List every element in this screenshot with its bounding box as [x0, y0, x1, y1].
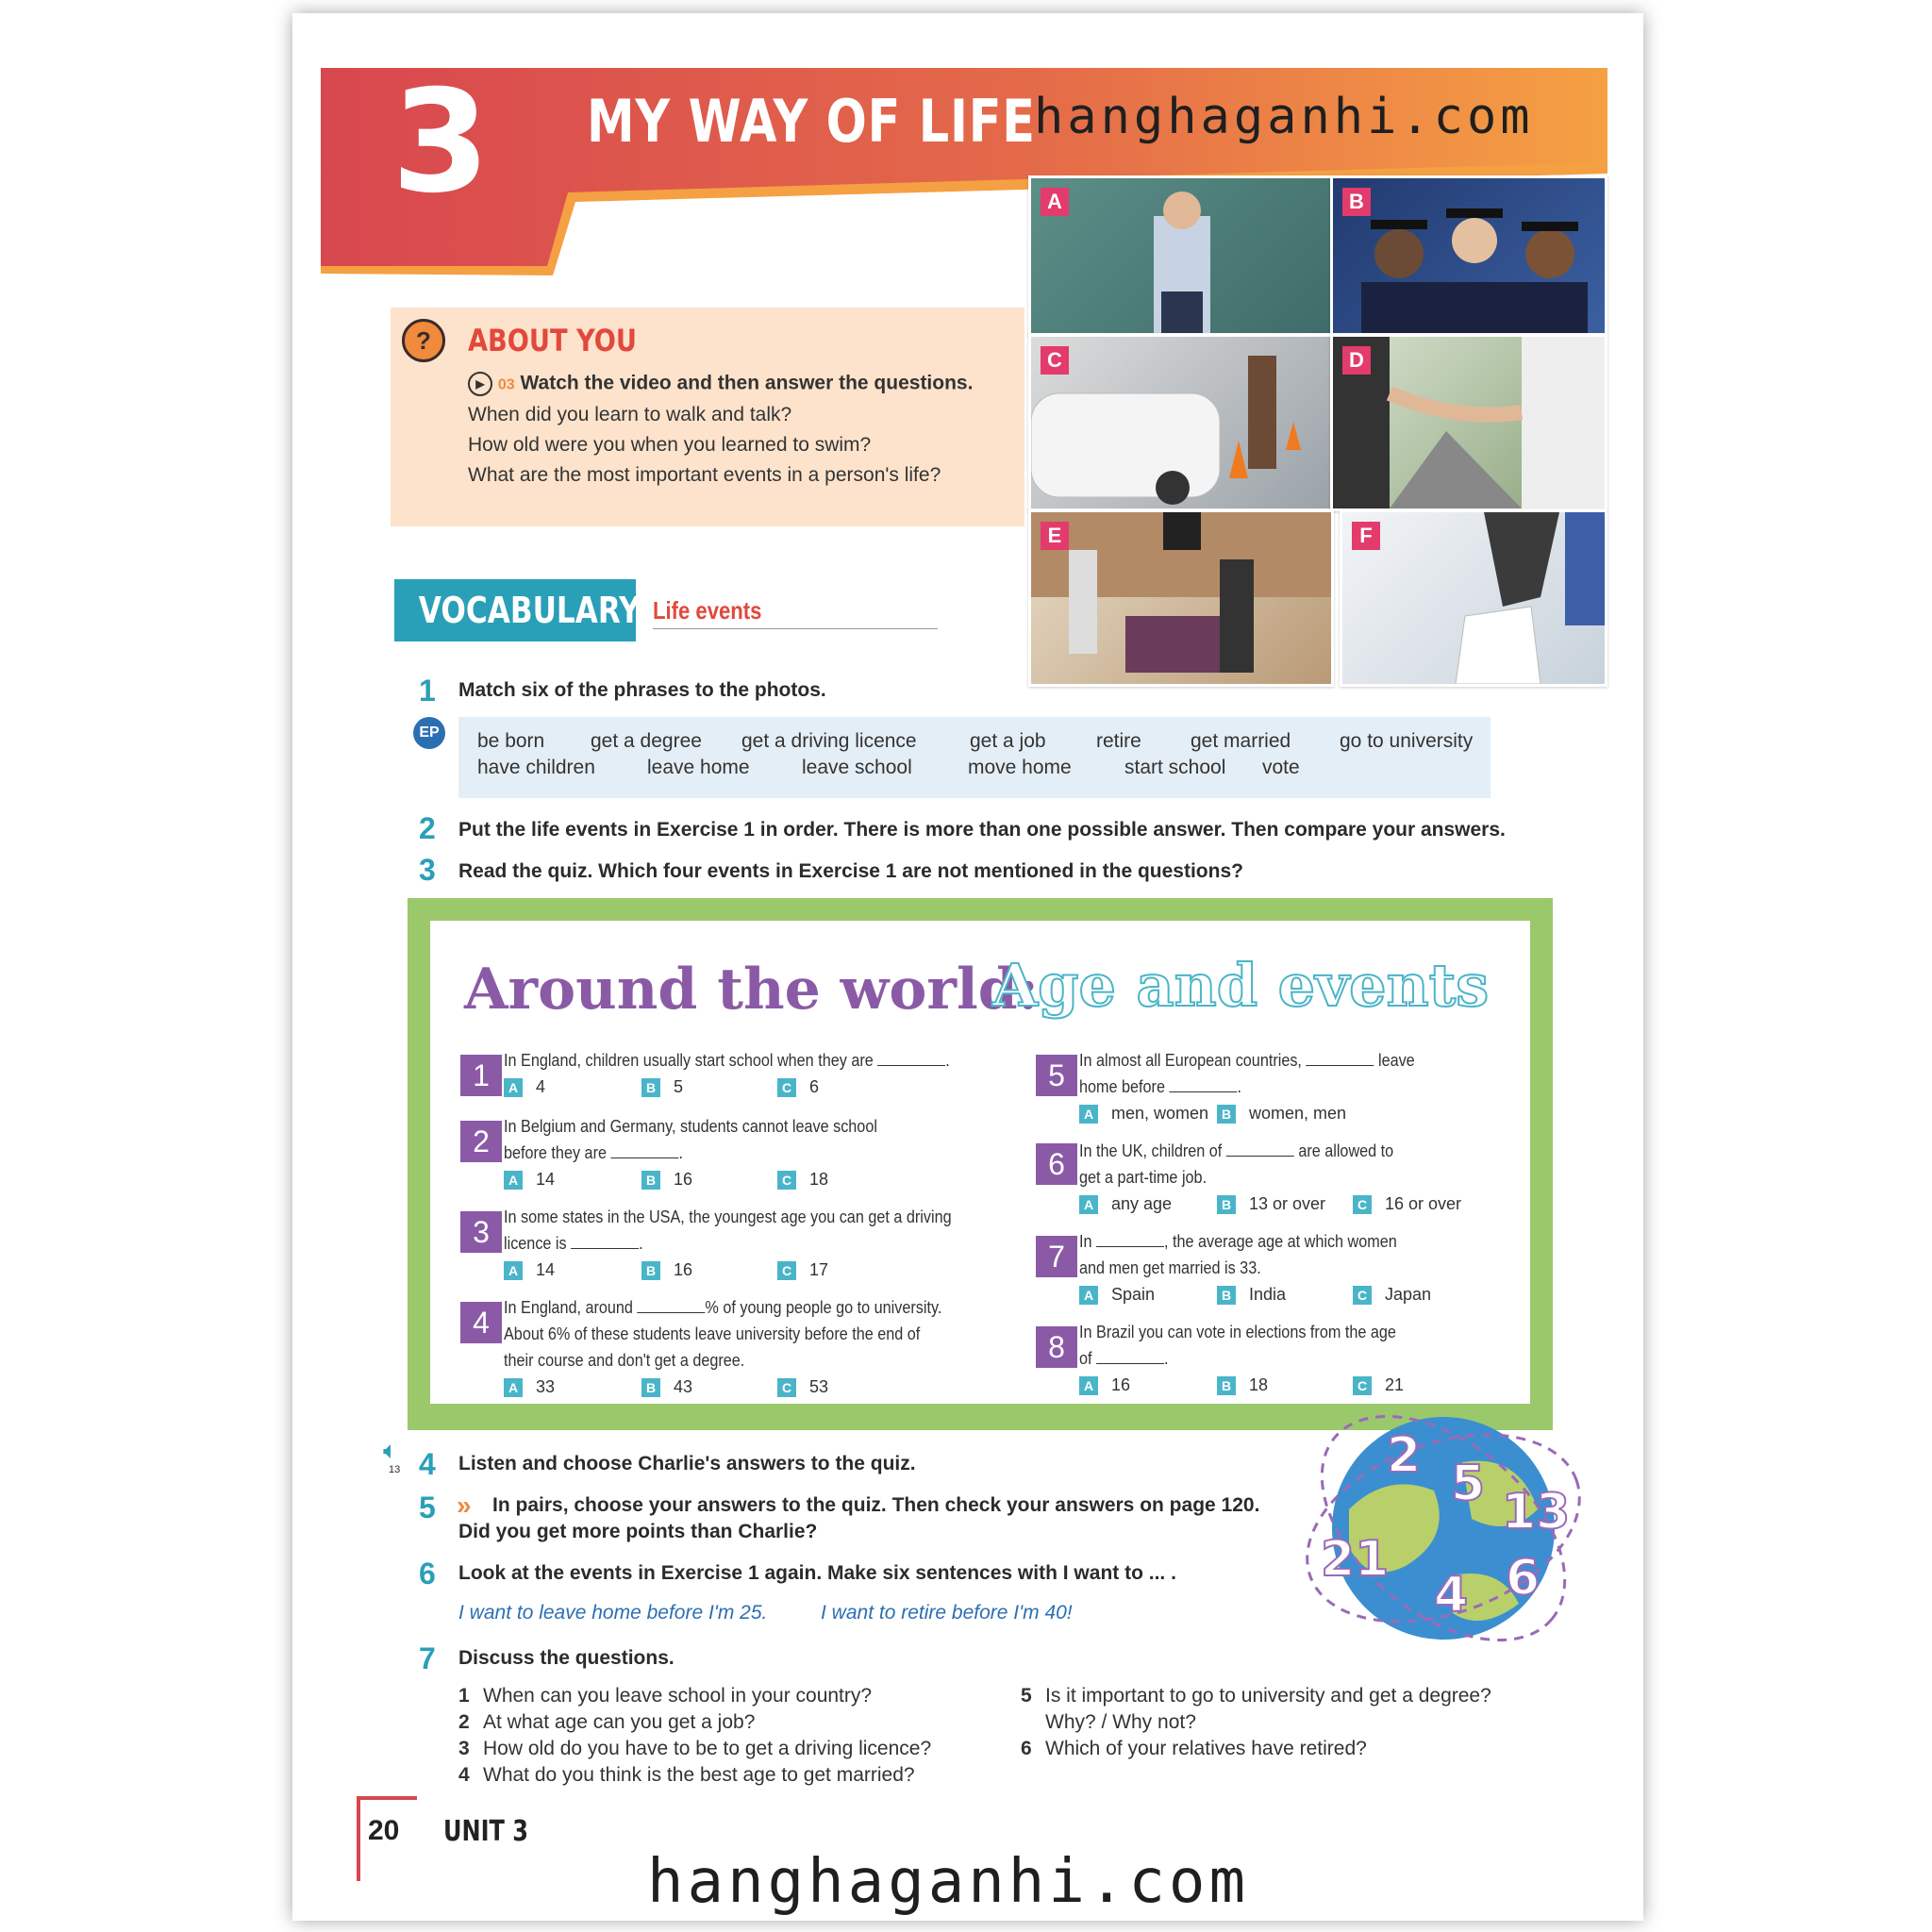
- phrase: get a driving licence: [741, 730, 917, 752]
- quiz-option[interactable]: C 17: [777, 1260, 828, 1280]
- quiz-option[interactable]: C 21: [1353, 1375, 1404, 1395]
- exercise-6-text: Look at the events in Exercise 1 again. Make six sentences with I want to ... .: [458, 1562, 1176, 1584]
- about-question-2: How old were you when you learned to swim?: [468, 434, 872, 456]
- photo-label-c: C: [1041, 346, 1069, 375]
- phrase: leave home: [647, 757, 750, 778]
- globe-number: 2: [1387, 1427, 1422, 1484]
- quiz-question-number: 6: [1036, 1143, 1077, 1185]
- quiz-question-text: In , the average age at which women and men get married is 33.: [1079, 1232, 1397, 1277]
- exercise-2-text: Put the life events in Exercise 1 in order. There is more than one possible answer. Then compare your answers.: [458, 819, 1506, 841]
- quiz-option[interactable]: B 18: [1217, 1375, 1268, 1395]
- phrase: leave school: [802, 757, 912, 778]
- globe-number: 21: [1321, 1531, 1390, 1588]
- quiz-title: Around the world:: [464, 957, 1039, 1023]
- quiz-option[interactable]: B 16: [641, 1260, 692, 1280]
- exercise-7-text: Discuss the questions.: [458, 1647, 675, 1669]
- quiz-option[interactable]: A 33: [504, 1377, 555, 1397]
- exercise-5-text: In pairs, choose your answers to the quiz. Then check your answers on page 120.: [492, 1494, 1260, 1516]
- quiz-panel: [430, 921, 1530, 1404]
- discussion-question: 2 At what age can you get a job?: [458, 1711, 756, 1733]
- photo-label-d: D: [1342, 346, 1371, 375]
- quiz-question-text: In some states in the USA, the youngest age you can get a driving licence is .: [504, 1208, 952, 1253]
- pairwork-icon: »: [457, 1491, 472, 1520]
- photo-label-f: F: [1352, 522, 1380, 550]
- watermark-bottom: hanghaganhi.com: [647, 1847, 1249, 1917]
- quiz-option[interactable]: C 18: [777, 1170, 828, 1190]
- photo-label-e: E: [1041, 522, 1069, 550]
- quiz-question-number: 3: [460, 1211, 502, 1253]
- exercise-1-number: 1: [419, 674, 436, 708]
- unit-number: 3: [391, 60, 491, 225]
- globe-number: 13: [1502, 1484, 1571, 1541]
- globe-number: 6: [1506, 1550, 1541, 1607]
- discussion-question: 1 When can you leave school in your country?: [458, 1685, 873, 1707]
- discussion-question-cont: Why? / Why not?: [1045, 1711, 1196, 1733]
- about-you-title: ABOUT YOU: [468, 323, 637, 358]
- quiz-option[interactable]: C 53: [777, 1377, 828, 1397]
- photo-a: [1028, 175, 1334, 336]
- phrase: vote: [1262, 757, 1300, 778]
- quiz-question-text: In the UK, children of are allowed to get a part-time job.: [1079, 1141, 1394, 1187]
- quiz-option[interactable]: B 13 or over: [1217, 1194, 1325, 1214]
- audio-track: 13: [389, 1464, 401, 1475]
- phrase: move home: [968, 757, 1072, 778]
- subtitle-underline: [653, 628, 938, 629]
- quiz-option[interactable]: A any age: [1079, 1194, 1172, 1214]
- quiz-option[interactable]: A 16: [1079, 1375, 1130, 1395]
- phrase: get married: [1191, 730, 1291, 752]
- quiz-question-text: In Brazil you can vote in elections from the age of .: [1079, 1323, 1396, 1368]
- exercise-3-number: 3: [419, 853, 436, 887]
- video-play-icon[interactable]: ▶: [468, 372, 492, 396]
- quiz-option[interactable]: B 43: [641, 1377, 692, 1397]
- discussion-question: 3 How old do you have to be to get a driving licence?: [458, 1738, 932, 1759]
- phrase: have children: [477, 757, 595, 778]
- quiz-option[interactable]: C 16 or over: [1353, 1194, 1461, 1214]
- phrase: get a degree: [591, 730, 702, 752]
- about-instruction: Watch the video and then answer the questions.: [520, 372, 974, 394]
- phrase: start school: [1124, 757, 1226, 778]
- discussion-question: 4 What do you think is the best age to get married?: [458, 1764, 915, 1786]
- quiz-option[interactable]: A 14: [504, 1170, 555, 1190]
- photo-b: [1330, 175, 1607, 336]
- exercise-2-number: 2: [419, 811, 436, 845]
- question-icon: ?: [402, 319, 445, 362]
- exercise-5-number: 5: [419, 1491, 436, 1524]
- quiz-question-text: In England, children usually start school when they are .: [504, 1051, 950, 1070]
- exercise-7-number: 7: [419, 1641, 436, 1675]
- phrase: go to university: [1340, 730, 1474, 752]
- quiz-option[interactable]: A 14: [504, 1260, 555, 1280]
- phrase: get a job: [970, 730, 1046, 752]
- exercise-1-text: Match six of the phrases to the photos.: [458, 679, 826, 701]
- quiz-question-number: 2: [460, 1121, 502, 1162]
- textbook-page: [292, 13, 1643, 1921]
- vocabulary-label: VOCABULARY: [394, 579, 636, 641]
- photo-e: [1028, 509, 1334, 687]
- exercise-6-number: 6: [419, 1557, 436, 1591]
- quiz-question-number: 4: [460, 1302, 502, 1343]
- footer-rule: [357, 1796, 360, 1881]
- photo-label-b: B: [1342, 188, 1371, 216]
- quiz-question-number: 8: [1036, 1326, 1077, 1368]
- discussion-question: 6 Which of your relatives have retired?: [1021, 1738, 1367, 1759]
- photo-d: [1330, 334, 1607, 511]
- quiz-option[interactable]: A Spain: [1079, 1285, 1155, 1305]
- speaker-icon[interactable]: 🔈︎: [383, 1436, 398, 1464]
- about-you-box: [391, 308, 1024, 526]
- quiz-question-number: 7: [1036, 1236, 1077, 1277]
- page-number: 20: [368, 1815, 400, 1846]
- quiz-question-number: 5: [1036, 1055, 1077, 1096]
- globe-number: 4: [1434, 1567, 1469, 1624]
- vocabulary-subtitle: Life events: [653, 596, 762, 625]
- exercise-5-text-2: Did you get more points than Charlie?: [458, 1521, 818, 1542]
- ep-badge: EP: [413, 717, 445, 749]
- quiz-question-text: In England, around % of young people go to university. About 6% of these students leave university before the end of their course and don't get a degree.: [504, 1298, 942, 1370]
- quiz-option[interactable]: A 4: [504, 1077, 545, 1097]
- globe-number: 5: [1451, 1456, 1486, 1512]
- about-question-1: When did you learn to walk and talk?: [468, 404, 792, 425]
- phrase-box: [458, 717, 1491, 798]
- quiz-option[interactable]: C 6: [777, 1077, 819, 1097]
- footer-rule-top: [357, 1796, 417, 1800]
- photo-f: [1340, 509, 1607, 687]
- quiz-frame: [408, 898, 1553, 1430]
- watermark-top: hanghaganhi.com: [1034, 89, 1534, 145]
- example-sentence-1: I want to leave home before I'm 25.: [458, 1602, 768, 1624]
- quiz-question-text: In almost all European countries, leave home before .: [1079, 1051, 1415, 1096]
- phrase: retire: [1096, 730, 1141, 752]
- globe-illustration: [1292, 1406, 1585, 1651]
- quiz-title-highlight: Age and events: [992, 951, 1490, 1020]
- about-question-3: What are the most important events in a person's life?: [468, 464, 941, 486]
- video-code: 03: [497, 376, 515, 393]
- quiz-question-number: 1: [460, 1055, 502, 1096]
- quiz-option[interactable]: B 5: [641, 1077, 683, 1097]
- exercise-4-number: 4: [419, 1447, 436, 1481]
- photo-label-a: A: [1041, 188, 1069, 216]
- quiz-question-text: In Belgium and Germany, students cannot leave school before they are .: [504, 1117, 877, 1162]
- footer-unit-label: UNIT 3: [443, 1815, 528, 1848]
- quiz-option[interactable]: A men, women: [1079, 1104, 1208, 1124]
- example-sentence-2: I want to retire before I'm 40!: [821, 1602, 1073, 1624]
- exercise-3-text: Read the quiz. Which four events in Exercise 1 are not mentioned in the questions?: [458, 860, 1243, 882]
- unit-title: MY WAY OF LIFE: [587, 87, 1036, 156]
- phrase: be born: [477, 730, 545, 752]
- exercise-4-text: Listen and choose Charlie's answers to the quiz.: [458, 1453, 916, 1474]
- discussion-question: 5 Is it important to go to university and get a degree?: [1021, 1685, 1491, 1707]
- quiz-option[interactable]: B 16: [641, 1170, 692, 1190]
- quiz-option[interactable]: B India: [1217, 1285, 1286, 1305]
- photo-c: [1028, 334, 1334, 511]
- quiz-option[interactable]: C Japan: [1353, 1285, 1431, 1305]
- quiz-option[interactable]: B women, men: [1217, 1104, 1346, 1124]
